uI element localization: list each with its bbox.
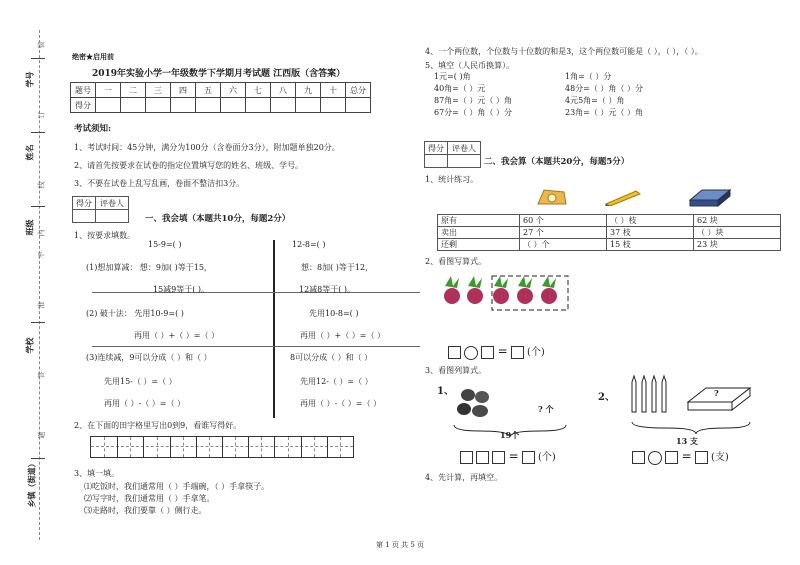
divider xyxy=(273,240,275,418)
score-cell[interactable] xyxy=(271,98,296,113)
answer-box xyxy=(492,451,505,464)
score-header-cell: 七 xyxy=(246,83,271,98)
calc-item: 15减9等于( )。 xyxy=(153,285,210,294)
writing-grid[interactable] xyxy=(90,436,354,458)
cut-mark: 不 xyxy=(37,251,46,259)
score-cell[interactable] xyxy=(321,98,346,113)
stats-row-label: 原有 xyxy=(438,215,520,227)
section1-title: 一、我会填（本题共10分，每题2分） xyxy=(145,214,291,224)
equation-blanks[interactable]: = (支) xyxy=(632,448,729,465)
calc-item: 先用15-（ ）=（ ） xyxy=(104,377,177,386)
grid-cell-line xyxy=(117,437,118,457)
calc-item: 想：8加( )等于12， xyxy=(301,263,374,272)
sec2-question-4: 4、先计算，再填空。 xyxy=(425,473,503,482)
cut-mark: 准 xyxy=(37,301,46,309)
exam-title: 2019年实验小学一年级数学下学期月考试题 江西版（含答案） xyxy=(92,69,346,79)
score-cell[interactable] xyxy=(246,98,271,113)
fill-item: ⑶走路时，我们要靠（ ）侧行走。 xyxy=(84,506,207,515)
score-cell[interactable] xyxy=(221,98,246,113)
divider xyxy=(92,346,420,347)
score-header-cell: 四 xyxy=(171,83,196,98)
conv-item: 40角=（ ）元 xyxy=(434,84,486,93)
fill-item: ⑵写字时，我们通常用（ ）手拿笔。 xyxy=(84,494,215,503)
score-header-cell: 二 xyxy=(121,83,146,98)
grid-cell-line xyxy=(274,437,275,457)
calc-item: (2) 破十法： 先用10-9=( ) xyxy=(86,309,184,318)
sec2-question-2: 2、看图写算式。 xyxy=(425,257,487,266)
cut-mark: 答 xyxy=(37,371,46,379)
equation-blanks[interactable]: = (个) xyxy=(448,343,545,360)
score-header-cell: 十 xyxy=(321,83,346,98)
cut-mark: 线 xyxy=(37,181,46,189)
town-label: 乡镇（街道） xyxy=(26,459,37,508)
grader-score-cell[interactable] xyxy=(73,210,96,223)
stats-cell[interactable]: （ ）块 xyxy=(694,227,781,239)
radish-picture xyxy=(440,272,572,314)
note-item: 3、不要在试卷上乱写乱画，卷面不整洁扣3分。 xyxy=(74,179,245,188)
grid-cell-line xyxy=(170,437,171,457)
answer-box xyxy=(665,451,678,464)
student-id-label: 学号 xyxy=(24,71,35,88)
question-3: 3、填一填。 xyxy=(74,469,120,478)
unit-label: (个) xyxy=(538,452,556,463)
answer-box xyxy=(476,451,489,464)
stats-cell: 37 枝 xyxy=(607,227,694,239)
pencil-icon xyxy=(604,188,644,206)
score-header-cell: 六 xyxy=(221,83,246,98)
unit-label: (个) xyxy=(527,347,545,358)
grid-cell-line xyxy=(222,437,223,457)
calc-item: 12减8等于( )。 xyxy=(299,285,356,294)
stats-cell: 27 个 xyxy=(520,227,607,239)
conv-item: 1元=( )角 xyxy=(434,72,471,81)
cut-mark: 题 xyxy=(37,431,46,439)
calc-item: 15-9=( ) xyxy=(148,240,182,249)
grader-score-label: 得分 xyxy=(73,197,96,210)
note-item: 1、考试时间：45分钟，满分为100分（含卷面分3分），附加题单独20分。 xyxy=(74,143,340,152)
divider xyxy=(92,292,420,293)
grader-score-label: 得分 xyxy=(425,142,448,155)
score-header-cell: 三 xyxy=(146,83,171,98)
grader-reviewer-cell[interactable] xyxy=(96,210,129,223)
score-cell[interactable] xyxy=(121,98,146,113)
grader-box xyxy=(72,196,129,223)
stats-row-label: 还剩 xyxy=(438,239,520,251)
grid-cell-line xyxy=(314,437,315,457)
student-id-blank[interactable] xyxy=(31,58,45,60)
grid-cell-line xyxy=(288,437,289,457)
cut-mark: 内 xyxy=(37,229,46,237)
answer-box xyxy=(460,451,473,464)
stats-cell: 62 块 xyxy=(694,215,781,227)
grid-cell-line xyxy=(143,437,144,457)
sec2-question-1: 1、统计练习。 xyxy=(425,175,479,184)
equation-blanks[interactable]: = (个) xyxy=(460,448,556,464)
calc-item: (1)想加算减： 想：9加( )等于15， xyxy=(86,263,212,272)
answer-box xyxy=(448,346,461,359)
conv-item: 4元5角=（ ）角 xyxy=(565,96,625,105)
conv-item: 48分=（ ）角（ ）分 xyxy=(565,84,643,93)
stats-row-label: 卖出 xyxy=(438,227,520,239)
score-header-cell: 九 xyxy=(296,83,321,98)
town-blank[interactable] xyxy=(31,458,45,460)
grid-cell-line xyxy=(261,437,262,457)
grid-cell-line xyxy=(235,437,236,457)
calc-item: 再用（ ）+（ ）=（ ） xyxy=(134,331,220,340)
section2-title: 二、我会算（本题共20分，每题5分） xyxy=(484,157,630,167)
radish-icon xyxy=(444,276,460,304)
score-table xyxy=(70,82,371,113)
score-header-cell: 总分 xyxy=(346,83,371,98)
grader-reviewer-cell[interactable] xyxy=(448,155,481,168)
score-header-cell: 题号 xyxy=(71,83,96,98)
grid-cell-line xyxy=(104,437,105,457)
binding-margin xyxy=(0,0,62,565)
answer-box xyxy=(511,346,524,359)
grid-cell-line xyxy=(327,437,328,457)
class-label: 班级 xyxy=(24,219,35,236)
calc-item: (3)连续减，9可以分成（ ）和（ ） xyxy=(86,353,212,362)
secret-label: 绝密★启用前 xyxy=(72,52,114,61)
score-cell[interactable] xyxy=(146,98,171,113)
calc-item: 先用12-（ ）=（ ） xyxy=(300,377,373,386)
fill-item: ⑴吃饭时，我们通常用（ ）手端碗，（ ）手拿筷子。 xyxy=(84,482,270,491)
conv-item: 87角=（ ）元（ ）角 xyxy=(434,96,512,105)
stats-table xyxy=(437,214,781,251)
grader-box xyxy=(424,141,481,168)
operator-circle xyxy=(648,451,662,465)
score-cell[interactable] xyxy=(171,98,196,113)
answer-box xyxy=(522,451,535,464)
eraser-icon xyxy=(686,186,732,208)
conv-item: 67分=（ ）角（ ）分 xyxy=(434,108,512,117)
grid-cell-line xyxy=(157,437,158,457)
figure-1-total: 19个 xyxy=(500,430,520,440)
question-1: 1、按要求填数。 xyxy=(74,231,136,240)
score-cell[interactable] xyxy=(96,98,121,113)
calc-item: 12-8=( ) xyxy=(292,240,326,249)
stats-cell[interactable]: （ ）枝 xyxy=(607,215,694,227)
grid-cell-line xyxy=(183,437,184,457)
score-cell[interactable] xyxy=(296,98,321,113)
class-blank[interactable] xyxy=(31,206,45,208)
calc-item: 8可以分成（ ）和（ ） xyxy=(290,353,373,362)
figure-2-total: 13 支 xyxy=(676,436,698,446)
figure-1-number: 1、 xyxy=(437,386,454,397)
score-header-cell: 一 xyxy=(96,83,121,98)
school-label: 学校 xyxy=(24,337,35,354)
score-row-label: 得分 xyxy=(71,98,96,113)
calc-item: 再用（ ）+（ ）=（ ） xyxy=(300,331,386,340)
answer-box xyxy=(481,346,494,359)
score-header-cell: 八 xyxy=(271,83,296,98)
answer-box xyxy=(632,451,645,464)
page-footer: 第 1 页 共 5 页 xyxy=(375,541,425,549)
note-item: 2、请首先按要求在试卷的指定位置填写您的姓名、班级、学号。 xyxy=(74,161,304,170)
sec2-question-3: 3、看图列算式。 xyxy=(425,366,487,375)
question-2: 2、在下面的田字格里写出0到9，看谁写得好。 xyxy=(74,421,242,430)
grid-cell-line xyxy=(248,437,249,457)
question-5: 5、填空（人民币换算）。 xyxy=(425,61,515,70)
pencils-box-figure xyxy=(626,372,756,442)
stats-cell[interactable]: （ ）个 xyxy=(520,239,607,251)
stats-cell: 23 块 xyxy=(694,239,781,251)
figure-1-question: ? 个 xyxy=(538,404,554,414)
question-4: 4、一个两位数，个位数与十位数的和是3，这个两位数可能是（ ），（ ），（ ）。 xyxy=(425,47,703,56)
notes-title: 考试须知: xyxy=(74,124,112,134)
school-blank[interactable] xyxy=(31,322,45,324)
score-cell[interactable] xyxy=(196,98,221,113)
score-header-cell: 五 xyxy=(196,83,221,98)
score-cell[interactable] xyxy=(346,98,371,113)
radish-icon xyxy=(541,276,557,304)
operator-circle xyxy=(464,346,478,360)
grader-reviewer-label: 评卷人 xyxy=(448,142,481,155)
grader-reviewer-label: 评卷人 xyxy=(96,197,129,210)
pencil-sharpener-icon xyxy=(534,186,570,208)
figure-2-number: 2、 xyxy=(598,392,615,403)
conv-item: 23角=（ ）元（ ）角 xyxy=(565,108,643,117)
grid-cell-line xyxy=(209,437,210,457)
grader-score-cell[interactable] xyxy=(425,155,448,168)
calc-item: 先用10-8=( ) xyxy=(309,309,359,318)
stats-cell: 60 个 xyxy=(520,215,607,227)
radish-icon xyxy=(493,276,509,304)
grid-cell-line xyxy=(301,437,302,457)
cut-mark: 订 xyxy=(37,111,46,119)
figure-2-question: ? xyxy=(714,388,719,398)
calc-item: 再用（ ）-（ ）=（ ） xyxy=(104,399,186,408)
cut-line xyxy=(39,30,40,540)
radish-icon xyxy=(467,276,483,304)
answer-box xyxy=(695,451,708,464)
name-label: 姓名 xyxy=(24,144,35,161)
cut-mark: 装 xyxy=(37,41,46,49)
unit-label: (支) xyxy=(711,452,729,463)
grid-cell-line xyxy=(196,437,197,457)
grid-cell-line xyxy=(130,437,131,457)
conv-item: 1角=（ ）分 xyxy=(565,72,612,81)
radish-icon xyxy=(517,276,533,304)
grid-cell-line xyxy=(340,437,341,457)
name-blank[interactable] xyxy=(31,132,45,134)
calc-item: 再用（ ）-（ ）=（ ） xyxy=(300,399,382,408)
stats-cell: 15 枝 xyxy=(607,239,694,251)
